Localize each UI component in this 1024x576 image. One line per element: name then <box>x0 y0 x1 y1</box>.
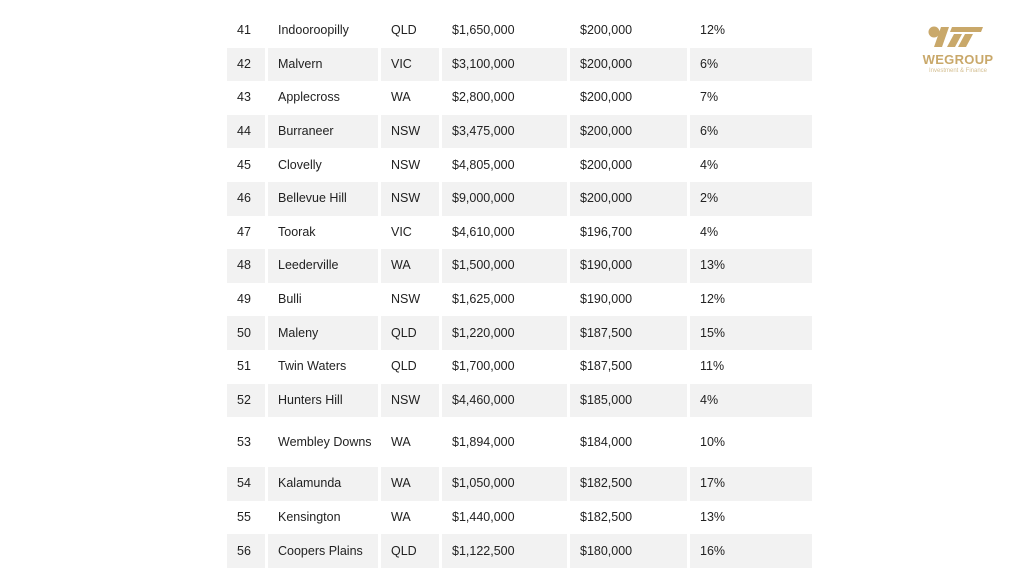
rank-cell: 43 <box>227 81 265 115</box>
state-cell: WA <box>381 501 439 535</box>
table-row <box>227 501 812 535</box>
state-cell: WA <box>381 467 439 501</box>
table-row <box>227 115 812 149</box>
price-cell: $3,100,000 <box>442 48 567 82</box>
price-cell: $4,805,000 <box>442 148 567 182</box>
price-cell: $4,610,000 <box>442 216 567 250</box>
rank-cell: 55 <box>227 501 265 535</box>
table-row <box>227 417 812 467</box>
percent-cell: 4% <box>690 384 812 418</box>
table-row <box>227 467 812 501</box>
state-cell: QLD <box>381 350 439 384</box>
table-row <box>227 216 812 250</box>
rank-cell: 53 <box>227 417 265 467</box>
brand-tagline: Investment & Finance <box>928 68 988 74</box>
amount-cell: $187,500 <box>570 350 687 384</box>
amount-cell: $185,000 <box>570 384 687 418</box>
suburb-cell: Malvern <box>268 48 378 82</box>
suburb-cell: Wembley Downs <box>268 417 378 467</box>
table-row <box>227 48 812 82</box>
rank-cell: 41 <box>227 14 265 48</box>
rank-cell: 46 <box>227 182 265 216</box>
percent-cell: 6% <box>690 115 812 149</box>
suburb-cell: Coopers Plains <box>268 534 378 568</box>
suburb-cell: Bulli <box>268 283 378 317</box>
state-cell: QLD <box>381 316 439 350</box>
table-row <box>227 182 812 216</box>
amount-cell: $200,000 <box>570 48 687 82</box>
suburb-cell: Kensington <box>268 501 378 535</box>
state-cell: NSW <box>381 283 439 317</box>
percent-cell: 4% <box>690 216 812 250</box>
amount-cell: $184,000 <box>570 417 687 467</box>
rank-cell: 42 <box>227 48 265 82</box>
rank-cell: 56 <box>227 534 265 568</box>
amount-cell: $200,000 <box>570 148 687 182</box>
percent-cell: 13% <box>690 249 812 283</box>
rank-cell: 52 <box>227 384 265 418</box>
price-cell: $1,500,000 <box>442 249 567 283</box>
rank-cell: 50 <box>227 316 265 350</box>
table-body <box>227 14 812 568</box>
state-cell: NSW <box>381 384 439 418</box>
rank-cell: 49 <box>227 283 265 317</box>
percent-cell: 6% <box>690 48 812 82</box>
table-row <box>227 148 812 182</box>
price-cell: $2,800,000 <box>442 81 567 115</box>
percent-cell: 4% <box>690 148 812 182</box>
amount-cell: $190,000 <box>570 283 687 317</box>
amount-cell: $200,000 <box>570 182 687 216</box>
suburb-cell: Hunters Hill <box>268 384 378 418</box>
suburb-cell: Indooroopilly <box>268 14 378 48</box>
table-row <box>227 81 812 115</box>
state-cell: QLD <box>381 14 439 48</box>
amount-cell: $180,000 <box>570 534 687 568</box>
suburb-cell: Twin Waters <box>268 350 378 384</box>
table-row <box>227 283 812 317</box>
state-cell: WA <box>381 249 439 283</box>
rank-cell: 54 <box>227 467 265 501</box>
rank-cell: 45 <box>227 148 265 182</box>
price-cell: $1,650,000 <box>442 14 567 48</box>
suburb-cell: Applecross <box>268 81 378 115</box>
percent-cell: 13% <box>690 501 812 535</box>
state-cell: NSW <box>381 148 439 182</box>
rank-cell: 51 <box>227 350 265 384</box>
suburb-cell: Clovelly <box>268 148 378 182</box>
price-cell: $1,122,500 <box>442 534 567 568</box>
amount-cell: $182,500 <box>570 467 687 501</box>
suburb-cell: Bellevue Hill <box>268 182 378 216</box>
percent-cell: 12% <box>690 283 812 317</box>
rank-cell: 44 <box>227 115 265 149</box>
table-row <box>227 249 812 283</box>
amount-cell: $200,000 <box>570 115 687 149</box>
suburb-cell: Leederville <box>268 249 378 283</box>
state-cell: NSW <box>381 182 439 216</box>
percent-cell: 2% <box>690 182 812 216</box>
suburb-cell: Toorak <box>268 216 378 250</box>
suburb-cell: Burraneer <box>268 115 378 149</box>
state-cell: VIC <box>381 216 439 250</box>
state-cell: VIC <box>381 48 439 82</box>
wegroup-logo-icon <box>927 24 989 50</box>
rank-cell: 47 <box>227 216 265 250</box>
percent-cell: 7% <box>690 81 812 115</box>
amount-cell: $196,700 <box>570 216 687 250</box>
amount-cell: $200,000 <box>570 14 687 48</box>
percent-cell: 12% <box>690 14 812 48</box>
amount-cell: $190,000 <box>570 249 687 283</box>
table-row <box>227 316 812 350</box>
suburb-cell: Maleny <box>268 316 378 350</box>
price-cell: $1,220,000 <box>442 316 567 350</box>
percent-cell: 11% <box>690 350 812 384</box>
table-row <box>227 384 812 418</box>
table-row <box>227 534 812 568</box>
state-cell: QLD <box>381 534 439 568</box>
percent-cell: 10% <box>690 417 812 467</box>
brand-name: WEGROUP <box>922 52 994 67</box>
price-cell: $1,440,000 <box>442 501 567 535</box>
suburb-cell: Kalamunda <box>268 467 378 501</box>
percent-cell: 17% <box>690 467 812 501</box>
table-row <box>227 350 812 384</box>
price-cell: $1,050,000 <box>442 467 567 501</box>
price-cell: $3,475,000 <box>442 115 567 149</box>
price-cell: $1,700,000 <box>442 350 567 384</box>
suburb-table <box>224 14 815 568</box>
amount-cell: $182,500 <box>570 501 687 535</box>
state-cell: NSW <box>381 115 439 149</box>
state-cell: WA <box>381 81 439 115</box>
percent-cell: 16% <box>690 534 812 568</box>
amount-cell: $200,000 <box>570 81 687 115</box>
table-row <box>227 14 812 48</box>
price-cell: $1,625,000 <box>442 283 567 317</box>
percent-cell: 15% <box>690 316 812 350</box>
price-cell: $9,000,000 <box>442 182 567 216</box>
price-cell: $4,460,000 <box>442 384 567 418</box>
amount-cell: $187,500 <box>570 316 687 350</box>
state-cell: WA <box>381 417 439 467</box>
rank-cell: 48 <box>227 249 265 283</box>
price-cell: $1,894,000 <box>442 417 567 467</box>
brand-logo <box>912 24 1004 94</box>
